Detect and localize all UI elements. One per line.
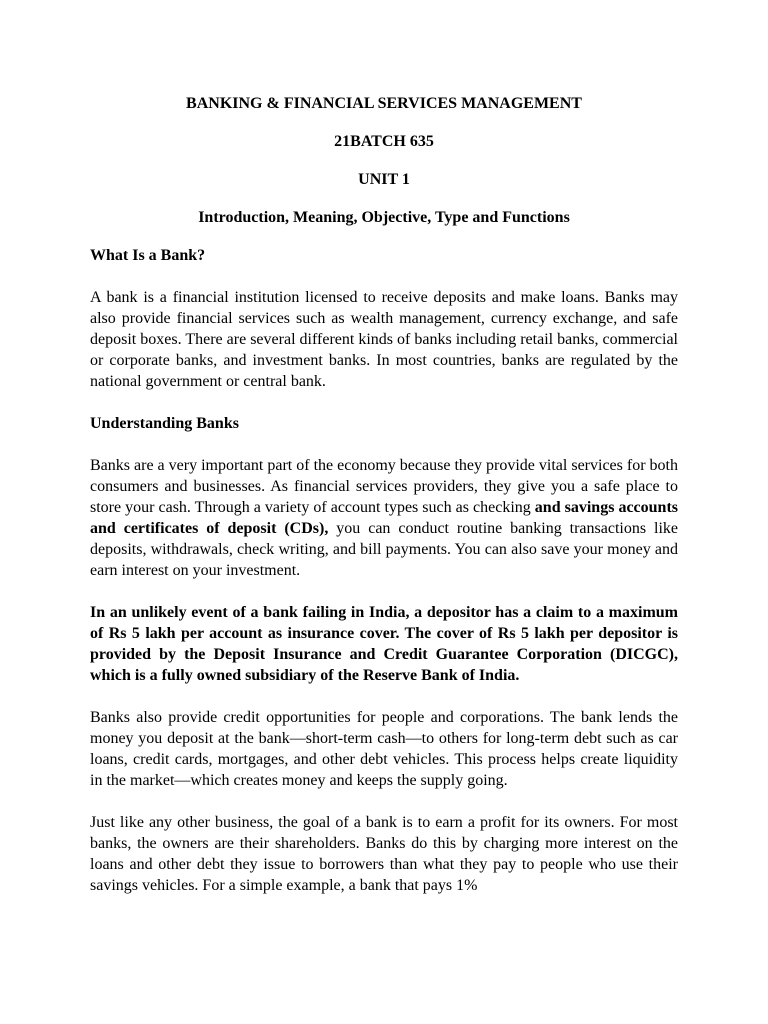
paragraph-bank-profit: Just like any other business, the goal of a bank is to earn a profit for its owners. For most banks, the owners are their shareholders. Banks do this by charging more interest on the loans and other debt they issue to borrowers than what they pay to people who use their savings vehicles. For a simple example, a bank that pays 1% (90, 814, 678, 894)
paragraph-credit-opportunities: Banks also provide credit opportunities for people and corporations. The bank lends the money you deposit at the bank—short-term cash—to others for long-term debt such as car loans, credit cards, mortgages, and other debt vehicles. This process helps create liquidity in the market—which creates money and keeps the supply going. (90, 709, 678, 789)
paragraph-text: you can conduct routine banking transactions like deposits, withdrawals, check writing, and bill payments. You can also save your money and earn interest on your investment. (90, 520, 679, 579)
unit-label: UNIT 1 (358, 171, 410, 188)
paragraph-bold-text: and savings accounts and certificates of deposit (CDs), (90, 499, 679, 537)
section-heading-what-is-a-bank: What Is a Bank? (90, 247, 206, 264)
section-heading-understanding-banks: Understanding Banks (90, 415, 239, 432)
document-title: BANKING & FINANCIAL SERVICES MANAGEMENT (186, 95, 582, 112)
paragraph-bank-definition: A bank is a financial institution licensed to receive deposits and make loans. Banks may also provide financial services such as wealth management, currency exchange, and safe deposit boxes. There are several different kinds of banks including retail banks, commercial or corporate banks, and investment banks. In most countries, banks are regulated by the national government or central bank. (90, 289, 678, 390)
paragraph-text: Banks are a very important part of the economy because they provide vital services for both consumers and businesses. As financial services providers, they give you a safe place to store your cash. Through a variety of account types such as checking (90, 457, 678, 516)
document-page (90, 93, 678, 917)
paragraph-deposit-insurance: In an unlikely event of a bank failing in India, a depositor has a claim to a maximum of Rs 5 lakh per account as insurance cover. The cover of Rs 5 lakh per depositor is provided by the Deposit Insurance and Credit Guarantee Corporation (DICGC), which is a fully owned subsidiary of the Reserve Bank of India. (90, 604, 678, 684)
topic-heading: Introduction, Meaning, Objective, Type and Functions (198, 209, 570, 226)
course-code: 21BATCH 635 (334, 133, 434, 150)
paragraph-importance-of-banks (90, 455, 678, 581)
